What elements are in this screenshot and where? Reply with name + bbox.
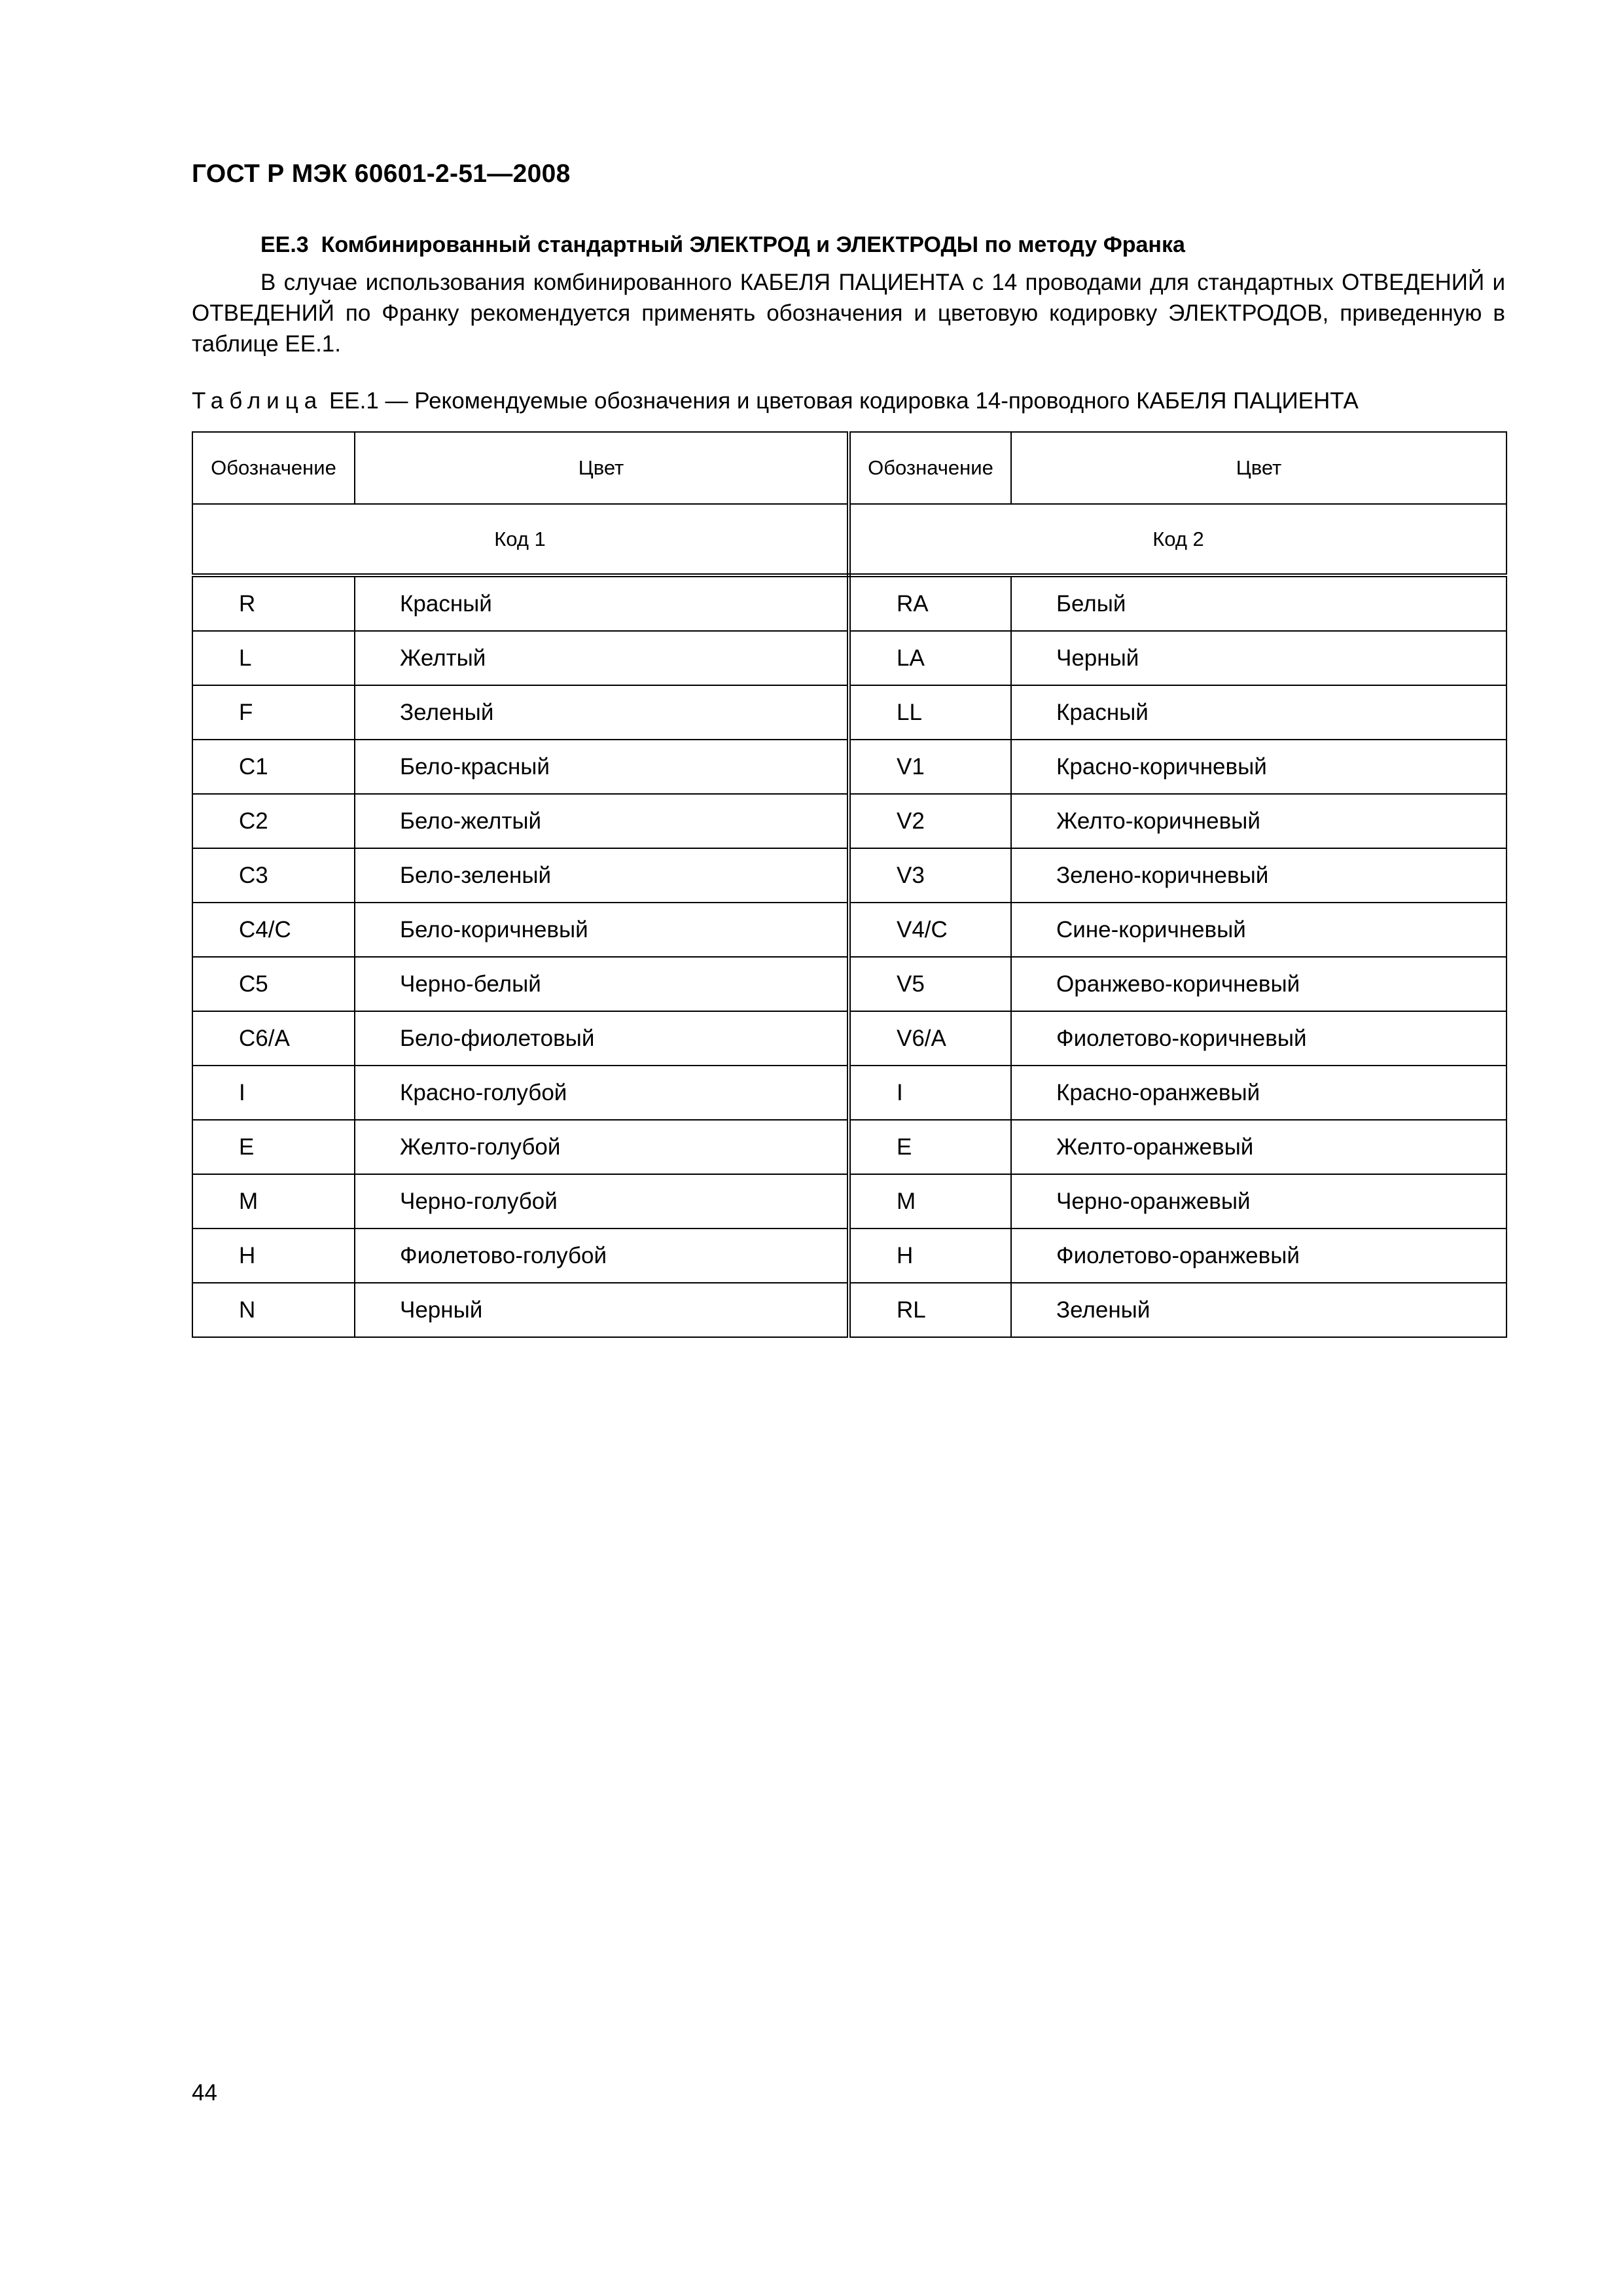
color-code-2: Фиолетово-коричневый — [1011, 1011, 1507, 1066]
section-paragraph: В случае использования комбинированного КАБЕЛЯ ПАЦИЕНТА с 14 проводами для стандартных ОТВЕДЕНИЙ и ОТВЕДЕНИЙ по Франку рекомендуется применять обозначения и цветовую кодировку ЭЛЕКТРОДОВ, приведенную в таблице ЕЕ.1. — [192, 270, 1505, 357]
color-code-2: Желто-оранжевый — [1011, 1120, 1507, 1174]
page-number: 44 — [192, 2080, 217, 2106]
designation-code-2: I — [849, 1066, 1011, 1120]
designation-code-2: V5 — [849, 957, 1011, 1011]
designation-code-1: R — [192, 575, 355, 631]
color-code-1: Бело-коричневый — [355, 903, 849, 957]
color-code-1: Бело-желтый — [355, 794, 849, 848]
table-row — [192, 903, 1507, 957]
color-code-2: Сине-коричневый — [1011, 903, 1507, 957]
color-code-2: Черно-оранжевый — [1011, 1174, 1507, 1229]
table-row — [192, 740, 1507, 794]
table-caption-text: ЕЕ.1 — Рекомендуемые обозначения и цветовая кодировка 14-проводного КАБЕЛЯ ПАЦИЕНТА — [323, 388, 1359, 414]
table-row — [192, 631, 1507, 685]
color-code-1: Фиолетово-голубой — [355, 1229, 849, 1283]
table-row — [192, 1174, 1507, 1229]
header-designation-1: Обозначение — [192, 432, 355, 504]
designation-code-1: C4/C — [192, 903, 355, 957]
designation-code-2: V2 — [849, 794, 1011, 848]
designation-code-2: LA — [849, 631, 1011, 685]
section-heading: ЕЕ.3 Комбинированный стандартный ЭЛЕКТРОД и ЭЛЕКТРОДЫ по методу Франка — [260, 232, 1185, 257]
color-code-2: Желто-коричневый — [1011, 794, 1507, 848]
designation-code-2: V3 — [849, 848, 1011, 903]
table-caption — [192, 388, 1359, 414]
code-2-label: Код 2 — [849, 504, 1507, 575]
table-row — [192, 794, 1507, 848]
designation-code-1: C3 — [192, 848, 355, 903]
designation-code-2: M — [849, 1174, 1011, 1229]
color-code-1: Красный — [355, 575, 849, 631]
designation-code-2: V4/C — [849, 903, 1011, 957]
table-row — [192, 1066, 1507, 1120]
table-row — [192, 1011, 1507, 1066]
table-code-row — [192, 504, 1507, 575]
designation-code-1: C1 — [192, 740, 355, 794]
color-code-1: Красно-голубой — [355, 1066, 849, 1120]
color-code-1: Желто-голубой — [355, 1120, 849, 1174]
designation-code-2: LL — [849, 685, 1011, 740]
table-row — [192, 575, 1507, 631]
header-color-1: Цвет — [355, 432, 849, 504]
code-1-label: Код 1 — [192, 504, 849, 575]
table-row — [192, 685, 1507, 740]
electrode-color-table — [192, 431, 1507, 1338]
color-code-1: Бело-фиолетовый — [355, 1011, 849, 1066]
color-code-1: Черно-белый — [355, 957, 849, 1011]
designation-code-1: M — [192, 1174, 355, 1229]
color-code-2: Белый — [1011, 575, 1507, 631]
color-code-1: Желтый — [355, 631, 849, 685]
designation-code-1: N — [192, 1283, 355, 1337]
designation-code-1: E — [192, 1120, 355, 1174]
designation-code-2: RL — [849, 1283, 1011, 1337]
color-code-2: Фиолетово-оранжевый — [1011, 1229, 1507, 1283]
color-code-1: Черно-голубой — [355, 1174, 849, 1229]
color-code-1: Черный — [355, 1283, 849, 1337]
designation-code-1: C2 — [192, 794, 355, 848]
designation-code-1: C6/A — [192, 1011, 355, 1066]
color-code-2: Черный — [1011, 631, 1507, 685]
header-color-2: Цвет — [1011, 432, 1507, 504]
designation-code-1: I — [192, 1066, 355, 1120]
color-code-2: Красный — [1011, 685, 1507, 740]
designation-code-1: C5 — [192, 957, 355, 1011]
color-code-2: Красно-коричневый — [1011, 740, 1507, 794]
color-code-1: Зеленый — [355, 685, 849, 740]
color-code-1: Бело-красный — [355, 740, 849, 794]
designation-code-2: V1 — [849, 740, 1011, 794]
designation-code-2: RA — [849, 575, 1011, 631]
document-header: ГОСТ Р МЭК 60601-2-51—2008 — [192, 160, 571, 188]
designation-code-1: F — [192, 685, 355, 740]
table-row — [192, 957, 1507, 1011]
table-caption-prefix: Таблица — [192, 388, 323, 414]
table-header-row — [192, 432, 1507, 504]
color-code-1: Бело-зеленый — [355, 848, 849, 903]
table-row — [192, 1283, 1507, 1337]
color-code-2: Зеленый — [1011, 1283, 1507, 1337]
header-designation-2: Обозначение — [849, 432, 1011, 504]
designation-code-1: L — [192, 631, 355, 685]
table-row — [192, 1229, 1507, 1283]
designation-code-1: H — [192, 1229, 355, 1283]
table-row — [192, 848, 1507, 903]
designation-code-2: V6/A — [849, 1011, 1011, 1066]
designation-code-2: E — [849, 1120, 1011, 1174]
color-code-2: Оранжево-коричневый — [1011, 957, 1507, 1011]
table-row — [192, 1120, 1507, 1174]
designation-code-2: H — [849, 1229, 1011, 1283]
color-code-2: Зелено-коричневый — [1011, 848, 1507, 903]
color-code-2: Красно-оранжевый — [1011, 1066, 1507, 1120]
